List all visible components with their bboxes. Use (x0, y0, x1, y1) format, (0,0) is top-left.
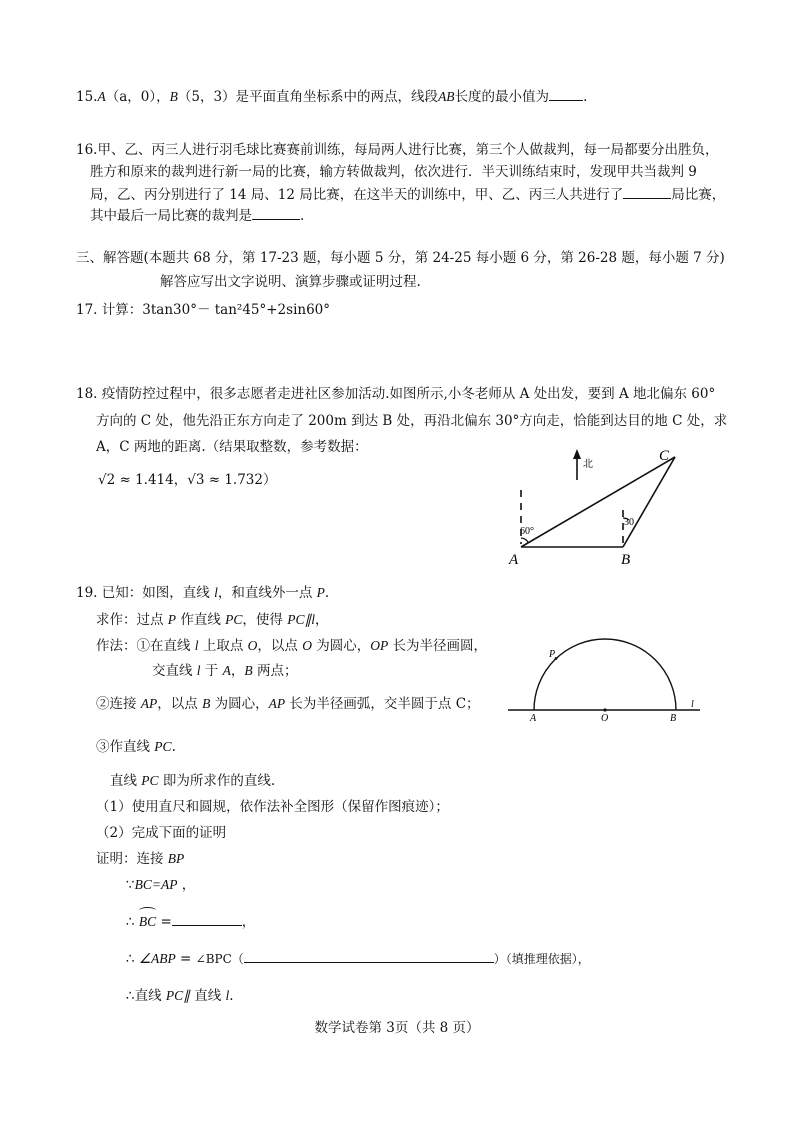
q19-proof-line-4-end: . (229, 988, 234, 1004)
center-point-o (603, 708, 606, 711)
q19-proof-line-2 (126, 911, 255, 932)
q19-proof-line-4-text: ∴直线 (126, 988, 166, 1004)
section-3-instruction: 解答应写出文字说明、演算步骤或证明过程. (160, 274, 421, 290)
q16-line-3-text: 局，乙、丙分别进行了 14 局、12 局比赛，在这半天的训练中，甲、乙、丙三人共进行了 (90, 187, 624, 203)
q19-text-2: ，和直线外一点 (217, 585, 317, 601)
q19-step1-cont-text-3: ， (230, 663, 245, 679)
north-label: 北 (583, 459, 593, 470)
q19-step1-text: 作法：①在直线 (96, 638, 195, 654)
q16-line-4-text: 其中最后一局比赛的裁判是 (90, 208, 252, 224)
q19-step1-text-4: 为圆心， (311, 638, 371, 654)
q19-step1-text-3: ，以点 (257, 638, 303, 654)
q19-step3-end: . (171, 739, 176, 755)
q19-step3-pc: PC (154, 739, 172, 754)
q19-conclusion-text-2: 即为所求作的直线. (158, 773, 276, 789)
arc-bc-label: BC (138, 914, 157, 929)
q19-step1-cont-b: B (244, 663, 253, 678)
q18-separator: ， (173, 472, 188, 488)
q19-proof-line-2-eq: = (156, 914, 172, 930)
section-3-heading: 三、解答题(本题共 68 分，第 17-23 题，每小题 5 分，第 24-25 每小题 6 分，第 26-28 题，每小题 7 分) (76, 250, 725, 266)
q19-proof-line-4 (126, 986, 234, 1006)
page-footer: 数学试卷第 3页（共 8 页） (314, 1020, 480, 1036)
therefore-symbol: ∴ (126, 914, 139, 930)
q19-text-3: . (324, 585, 330, 601)
point-label-a: A (509, 552, 519, 568)
q15-point-a: A (97, 89, 106, 104)
q19-step2-text-4: 长为半径画弧，交半圆于点 C； (285, 696, 480, 712)
label-p: P (549, 649, 556, 660)
q15-answer-blank[interactable] (549, 86, 583, 101)
q19-proof-line-1-end: ， (177, 877, 196, 893)
q18-data-end: ） (262, 472, 277, 488)
q19-step1-op: OP (370, 638, 389, 653)
q19-proof-parallel: PC∥ (165, 988, 190, 1003)
label-b: B (670, 713, 677, 724)
q19-task-text-3: ，使得 (242, 612, 288, 628)
north-arrow-head (573, 449, 581, 459)
q18-sqrt2-value: √2 ≈ 1.414 (98, 472, 174, 488)
q19-step1-o-2: O (302, 638, 312, 653)
q15-text-2: （5，3）是平面直角坐标系中的两点，线段 (177, 89, 439, 105)
q19-step1-cont-a: A (222, 663, 231, 678)
q19-task-text-2: 作直线 (176, 612, 226, 628)
q19-step1-cont-text-2: 于 (200, 663, 223, 679)
q19-step2-text-2: ，以点 (157, 696, 203, 712)
arc-bc (139, 912, 156, 932)
q15-text-3: 长度的最小值为 (454, 89, 550, 105)
q19-step1-cont-text: 交直线 (152, 663, 197, 679)
q15-point-b: B (169, 89, 178, 104)
angle-label-30: 30 (624, 517, 634, 528)
q15-end: . (583, 89, 588, 105)
q19-step3-text: ③作直线 (96, 739, 155, 755)
q19-step1-text-2: 上取点 (198, 638, 248, 654)
label-o: O (601, 713, 609, 724)
q19-step2-text-3: 为圆心， (210, 696, 269, 712)
q16-line-4-end: . (300, 208, 305, 224)
q19-step1-cont-l: l (196, 663, 201, 678)
q19-proof-line-4-text-2: 直线 (189, 988, 226, 1004)
q16-line-2: 胜方和原来的裁判进行新一局的比赛，输方转做裁判，依次进行．半天训练结束时，发现甲共当裁判 9 (90, 164, 697, 180)
q19-text: 19. 已知：如图，直线 (76, 585, 215, 601)
q19-task-text: 求作：过点 (96, 612, 168, 628)
q19-conclusion-text: 直线 (110, 773, 142, 789)
q19-figure (506, 636, 702, 726)
q18-line-2: 方向的 C 处，他先沿正东方向走了 200m 到达 B 处，再沿北偏东 30°方向走，恰能到达目的地 C 处，求 (96, 413, 728, 429)
q15-number: 15. (76, 89, 98, 105)
q19-step1-l: l (194, 638, 199, 653)
q19-proof-line-3-eq: = (175, 951, 196, 967)
q19-proof-equality: BC=AP (134, 877, 178, 892)
q15-segment: AB (438, 89, 455, 104)
q19-step2-text: ②连接 (96, 696, 141, 712)
therefore-symbol-2: ∴ (126, 951, 139, 967)
q19-task-p: P (167, 612, 177, 627)
q19-conclusion-pc: PC (141, 773, 159, 788)
q19-step-2 (96, 694, 480, 714)
angle-arc-a (521, 538, 529, 543)
label-a: A (530, 713, 537, 724)
q19-task-text-4: ， (314, 612, 329, 628)
q19-point-p: P (316, 585, 325, 600)
segment-bc (623, 457, 675, 547)
q19-line-1 (76, 583, 329, 603)
q19-step1-o: O (247, 638, 258, 653)
q18-line-3: A，C 两地的距离.（结果取整数，参考数据： (96, 439, 368, 455)
q19-proof-line-1 (126, 875, 195, 895)
q16-line-3 (90, 184, 725, 205)
question-15 (76, 86, 587, 107)
q19-step2-ap: AP (140, 696, 158, 711)
q19-proof-intro (96, 849, 184, 869)
q19-step-1 (96, 636, 487, 656)
q15-text: （a，0）， (105, 89, 170, 105)
q19-task-pc: PC (225, 612, 243, 627)
q16-answer-blank-1[interactable] (623, 184, 671, 199)
because-symbol: ∵ (126, 877, 135, 893)
q19-step2-ap-2: AP (268, 696, 286, 711)
q16-line-1: 16.甲、乙、丙三人进行羽毛球比赛赛前训练，每局两人进行比赛，第三个人做裁判，每一局都要分出胜负， (76, 142, 719, 158)
q16-answer-blank-2[interactable] (252, 205, 300, 220)
q19-step1-text-5: 长为半径画圆， (388, 638, 488, 654)
q19-task (96, 610, 328, 630)
q19-proof-blank-2[interactable] (244, 948, 494, 963)
q19-proof-bp: BP (167, 851, 185, 866)
arc-mark (139, 907, 156, 914)
q19-proof-blank-1[interactable] (172, 911, 242, 926)
q19-conclusion (110, 771, 275, 791)
q19-step2-b: B (202, 696, 211, 711)
q19-proof-text: 证明：连接 (96, 851, 168, 867)
q16-line-3-end: 局比赛， (671, 187, 726, 203)
angle-bpc: ∠BPC（ (195, 952, 244, 966)
point-label-c: C (659, 448, 670, 464)
q19-part-2: （2）完成下面的证明 (96, 825, 227, 841)
q18-figure (503, 440, 683, 570)
q19-step-3 (96, 737, 176, 757)
angle-label-60: 60° (520, 526, 534, 537)
q19-step-1-cont (152, 661, 297, 681)
q19-proof-line-3 (126, 948, 590, 969)
label-l: l (691, 699, 694, 710)
q19-step1-cont-text-4: 两点； (252, 663, 298, 679)
q18-line-1: 18. 疫情防控过程中，很多志愿者走进社区参加活动.如图所示,小冬老师从 A 处出发，要到 A 地北偏东 60° (76, 386, 716, 402)
angle-abp: ∠ABP (138, 951, 176, 966)
question-17: 17. 计算：3tan30°－ tan²45°+2sin60° (76, 302, 331, 318)
q19-task-relation: PC∥l (287, 612, 315, 627)
q19-part-1: （1）使用直尺和圆规，依作法补全图形（保留作图痕迹）； (96, 799, 449, 815)
point-label-b: B (621, 552, 631, 568)
q19-proof-line-l: l (225, 988, 230, 1003)
segment-ac (521, 457, 675, 547)
q19-line-l: l (214, 585, 218, 600)
q16-line-4 (90, 205, 304, 226)
q19-proof-line-3-end: ）（填推理依据）， (493, 952, 590, 966)
q18-sqrt3-value: √3 ≈ 1.732 (187, 472, 263, 488)
q19-proof-line-2-end: ， (241, 914, 256, 930)
semicircle (534, 639, 676, 710)
q18-reference-data (98, 470, 276, 490)
